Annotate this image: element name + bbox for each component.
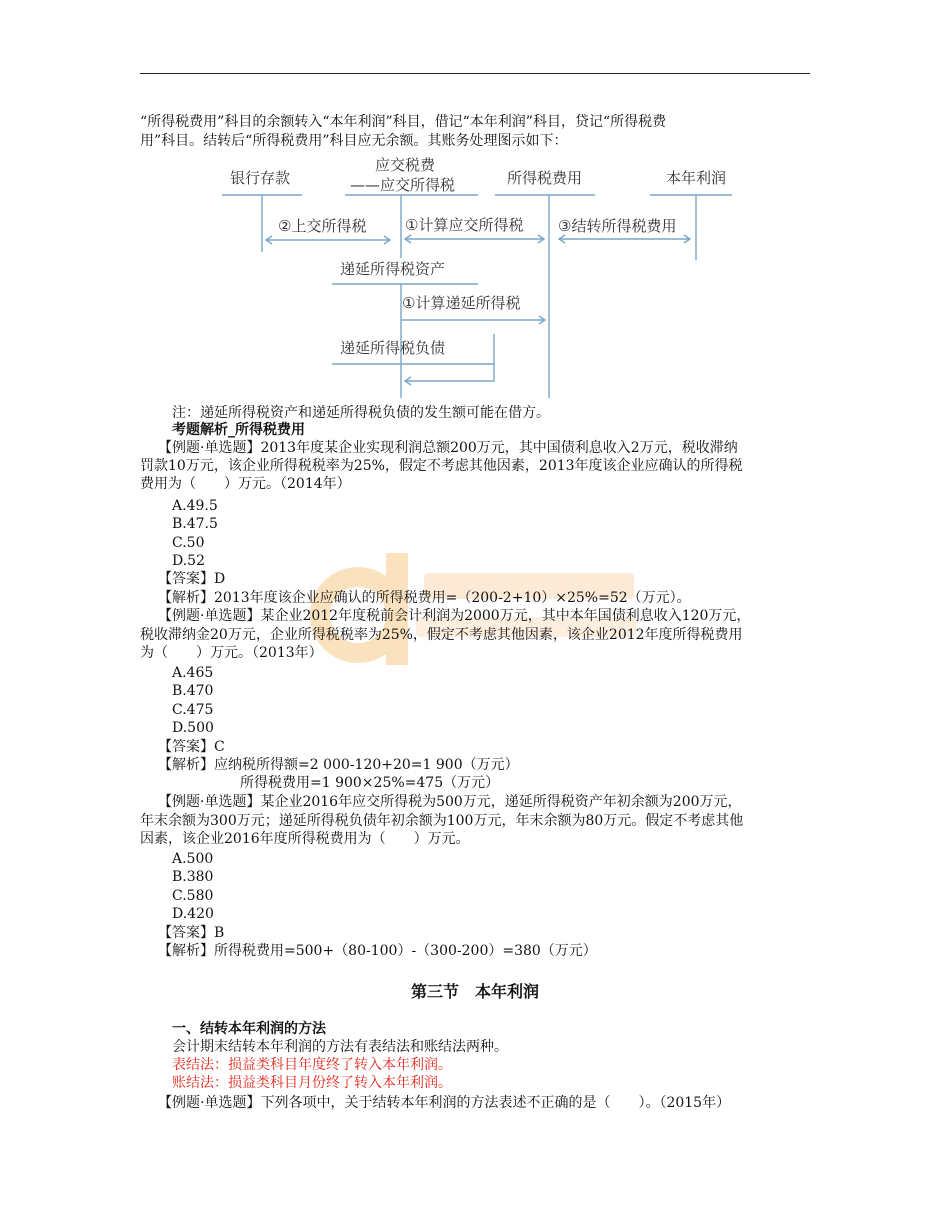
q2-stem-3: 为（ ）万元。（2013年） (140, 645, 323, 661)
q1-option-a: A.49.5 (172, 498, 218, 514)
q2-answer: 【答案】C (158, 739, 225, 755)
q1-stem-3: 费用为（ ）万元。（2014年） (140, 476, 351, 492)
q2-stem-2: 税收滞纳金20万元，企业所得税税率为25%，假定不考虑其他因素，该企业2012年度所得税费用 (140, 627, 743, 643)
q3-option-a: A.500 (172, 851, 214, 867)
q1-answer: 【答案】D (158, 571, 226, 587)
q2-option-a: A.465 (172, 665, 214, 681)
account-deferred-tax-liability: 递延所得税负债 (340, 339, 446, 357)
step-pay-tax: ②上交所得税 (278, 217, 367, 235)
account-tax-payable-2: ——应交所得税 (350, 176, 456, 194)
q2-option-d: D.500 (172, 720, 214, 736)
q1-stem-2: 罚款10万元，该企业所得税税率为25%，假定不考虑其他因素，2013年度该企业应确认的所得税 (140, 458, 743, 474)
q3-option-b: B.380 (172, 869, 214, 885)
q2-analysis-2: 所得税费用=1 900×25%=475（万元） (240, 775, 500, 791)
section-3-red-line-2: 账结法：损益类科目月份终了转入本年利润。 (172, 1075, 452, 1091)
section-3-title: 第三节 本年利润 (410, 982, 539, 1001)
q3-analysis: 【解析】所得税费用=500+（80-100）-（300-200）=380（万元） (158, 943, 597, 959)
q1-analysis: 【解析】2013年度该企业应确认的所得税费用=（200-2+10）×25%=52（万元）。 (158, 590, 691, 606)
q4-stem: 【例题·单选题】下列各项中，关于结转本年利润的方法表述不正确的是（ ）。（2015年） (158, 1095, 731, 1111)
account-tax-payable-1: 应交税费 (375, 156, 436, 174)
account-bank-deposit: 银行存款 (230, 169, 291, 187)
step-calc-tax: ①计算应交所得税 (405, 216, 524, 234)
header-rule (140, 73, 810, 74)
section-3-red-line-1: 表结法：损益类科目年度终了转入本年利润。 (172, 1057, 452, 1073)
account-current-profit: 本年利润 (666, 169, 727, 187)
intro-line-1: “所得税费用”科目的余额转入“本年利润”科目，借记“本年利润”科目，贷记“所得税费 (140, 114, 667, 130)
q1-option-c: C.50 (172, 535, 205, 551)
q1-option-d: D.52 (172, 553, 205, 569)
q2-analysis-1: 【解析】应纳税所得额=2 000-120+20=1 900（万元） (158, 757, 519, 773)
q2-option-b: B.470 (172, 683, 214, 699)
q1-option-b: B.47.5 (172, 516, 218, 532)
q3-stem-1: 【例题·单选题】某企业2016年应交所得税为500万元，递延所得税资产年初余额为200万元， (158, 794, 742, 810)
q3-stem-3: 因素，该企业2016年度所得税费用为（ ）万元。 (140, 831, 470, 847)
intro-line-2: 用”科目。结转后“所得税费用”科目应无余额。其账务处理图示如下： (140, 133, 568, 149)
section-3-heading-1: 一、结转本年利润的方法 (172, 1021, 326, 1037)
income-tax-ledger-diagram (210, 150, 750, 412)
q2-stem-1: 【例题·单选题】某企业2012年度税前会计利润为2000万元，其中本年国债利息收入120万元， (158, 608, 751, 624)
account-deferred-tax-asset: 递延所得税资产 (340, 260, 446, 278)
step-calc-deferred: ①计算递延所得税 (402, 294, 521, 312)
step-transfer-expense: ③结转所得税费用 (558, 217, 677, 235)
q3-option-d: D.420 (172, 906, 214, 922)
section-heading-exam: 考题解析_所得税费用 (172, 422, 305, 438)
q2-option-c: C.475 (172, 702, 214, 718)
q3-stem-2: 年末余额为300万元；递延所得税负债年初余额为100万元，年末余额为80万元。假定不考虑其他 (140, 813, 744, 829)
q3-option-c: C.580 (172, 888, 214, 904)
q3-answer: 【答案】B (158, 925, 225, 941)
section-3-paragraph: 会计期末结转本年利润的方法有表结法和账结法两种。 (172, 1039, 508, 1055)
account-income-tax-expense: 所得税费用 (507, 169, 583, 187)
q1-stem-1: 【例题·单选题】2013年度某企业实现利润总额200万元，其中国债利息收入2万元，税收滞纳 (158, 440, 738, 456)
diagram-note: 注：递延所得税资产和递延所得税负债的发生额可能在借方。 (172, 405, 550, 421)
